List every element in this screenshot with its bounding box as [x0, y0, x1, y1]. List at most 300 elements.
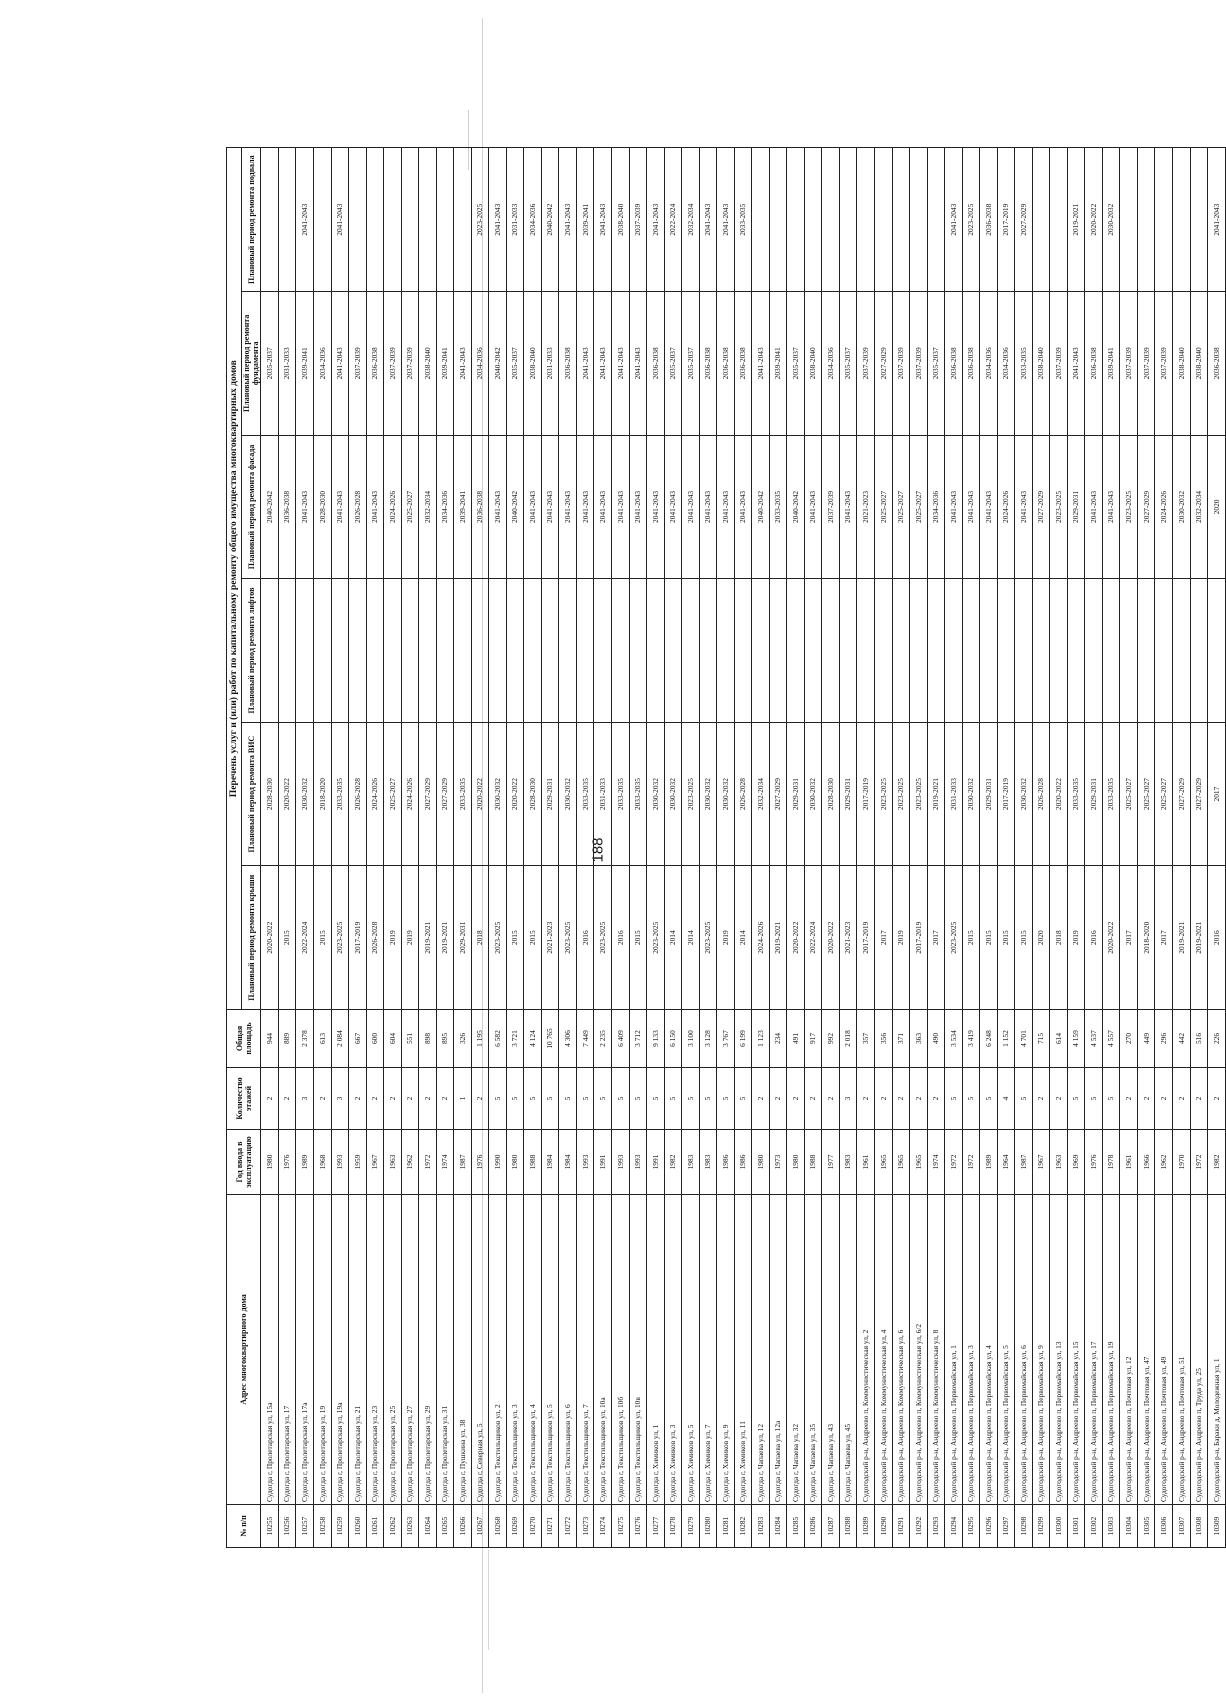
cell-roof: 2017 [927, 866, 945, 1010]
table-row [1120, 148, 1138, 1548]
cell-lift [384, 579, 402, 723]
cell-foundation: 2036-2038 [559, 292, 577, 436]
cell-num: 10295 [962, 1505, 980, 1548]
cell-address: Судогда г, Химиков ул, 3 [664, 1195, 682, 1505]
cell-vis: 2032-2034 [752, 722, 770, 866]
cell-floors: 5 [734, 1068, 752, 1130]
cell-lift [822, 579, 840, 723]
cell-year: 1983 [839, 1130, 857, 1195]
cell-area: 4 124 [524, 1010, 542, 1068]
cell-address: Судогда г, Текстильщиков ул, 7 [576, 1195, 594, 1505]
cell-vis: 2023-2025 [910, 722, 928, 866]
cell-lift [1155, 579, 1173, 723]
cell-roof: 2015 [278, 866, 296, 1010]
cell-facade: 2041-2043 [559, 435, 577, 579]
cell-address: Судогодский р-н, Андреево п, Первомайская ул, 15 [1067, 1195, 1085, 1505]
cell-year: 1962 [1155, 1130, 1173, 1195]
cell-floors: 5 [594, 1068, 612, 1130]
cell-roof: 2019 [892, 866, 910, 1010]
cell-num: 10259 [331, 1505, 349, 1548]
cell-lift [682, 579, 700, 723]
cell-address: Судогда г, Пролетарская ул, 27 [401, 1195, 419, 1505]
cell-basement [752, 148, 770, 292]
cell-num: 10255 [261, 1505, 279, 1548]
cell-vis: 2018-2020 [313, 722, 331, 866]
cell-num: 10288 [839, 1505, 857, 1548]
cell-floors: 2 [1155, 1068, 1173, 1130]
table-row [278, 148, 296, 1548]
cell-area: 2 084 [331, 1010, 349, 1068]
cell-vis: 2030-2032 [699, 722, 717, 866]
cell-lift [506, 579, 524, 723]
cell-foundation: 2036-2038 [1085, 292, 1103, 436]
cell-vis: 2027-2029 [1190, 722, 1208, 866]
cell-facade: 2023-2025 [1050, 435, 1068, 579]
cell-area: 356 [874, 1010, 892, 1068]
cell-num: 10285 [787, 1505, 805, 1548]
cell-facade: 2025-2027 [910, 435, 928, 579]
header-foundation: Плановый период ремонта фундамента [242, 292, 261, 436]
cell-address: Судогодский р-н, Андреево п, Почтовая ул, 47 [1137, 1195, 1155, 1505]
cell-vis: 2033-2035 [629, 722, 647, 866]
cell-basement: 2023-2025 [962, 148, 980, 292]
cell-num: 10279 [682, 1505, 700, 1548]
cell-year: 1988 [804, 1130, 822, 1195]
cell-area: 9 133 [647, 1010, 665, 1068]
cell-facade: 2040-2042 [752, 435, 770, 579]
cell-num: 10296 [980, 1505, 998, 1548]
cell-lift [962, 579, 980, 723]
cell-foundation: 2035-2037 [787, 292, 805, 436]
table-row [892, 148, 910, 1548]
cell-year: 1984 [559, 1130, 577, 1195]
cell-address: Судогодский р-н, Андреево п, Коммунистическая ул, 4 [874, 1195, 892, 1505]
cell-num: 10301 [1067, 1505, 1085, 1548]
table-row [559, 148, 577, 1548]
cell-roof: 2017 [874, 866, 892, 1010]
cell-foundation: 2034-2036 [471, 292, 489, 436]
cell-vis: 2025-2027 [1137, 722, 1155, 866]
cell-area: 715 [1032, 1010, 1050, 1068]
cell-address: Судогодский р-н, Андреево п, Первомайская ул, 4 [980, 1195, 998, 1505]
cell-address: Судогодский р-н, Андреево п, Коммунистическая ул, 8 [927, 1195, 945, 1505]
cell-basement [857, 148, 875, 292]
cell-foundation: 2038-2040 [1032, 292, 1050, 436]
cell-year: 1993 [576, 1130, 594, 1195]
table-row [664, 148, 682, 1548]
cell-foundation: 2037-2039 [892, 292, 910, 436]
cell-facade: 2041-2043 [1015, 435, 1033, 579]
cell-year: 1974 [436, 1130, 454, 1195]
cell-roof: 2029-2031 [454, 866, 472, 1010]
cell-area: 895 [436, 1010, 454, 1068]
cell-floors: 5 [1015, 1068, 1033, 1130]
cell-basement: 2041-2043 [717, 148, 735, 292]
cell-roof: 2023-2025 [331, 866, 349, 1010]
cell-vis: 2030-2032 [804, 722, 822, 866]
cell-facade: 2041-2043 [629, 435, 647, 579]
cell-basement: 2032-2034 [682, 148, 700, 292]
cell-vis: 2027-2029 [769, 722, 787, 866]
cell-address: Судогодский р-н, Андреево п, Первомайская ул, 13 [1050, 1195, 1068, 1505]
cell-num: 10306 [1155, 1505, 1173, 1548]
cell-foundation: 2039-2041 [296, 292, 314, 436]
cell-basement: 2041-2043 [594, 148, 612, 292]
cell-basement [313, 148, 331, 292]
table-row [629, 148, 647, 1548]
cell-floors: 5 [945, 1068, 963, 1130]
cell-lift [857, 579, 875, 723]
cell-roof: 2023-2025 [647, 866, 665, 1010]
cell-facade: 2036-2038 [471, 435, 489, 579]
cell-vis: 2027-2029 [436, 722, 454, 866]
cell-address: Судогодский р-н, Андреево п, Первомайская ул, 6 [1015, 1195, 1033, 1505]
cell-roof: 2019-2021 [1190, 866, 1208, 1010]
cell-lift [927, 579, 945, 723]
table-row [787, 148, 805, 1548]
cell-num: 10264 [419, 1505, 437, 1548]
cell-lift [594, 579, 612, 723]
cell-facade: 2023-2025 [1120, 435, 1138, 579]
table-row [541, 148, 559, 1548]
cell-lift [717, 579, 735, 723]
cell-address: Судогда г, Химиков ул, 5 [682, 1195, 700, 1505]
cell-roof: 2015 [629, 866, 647, 1010]
cell-year: 1983 [699, 1130, 717, 1195]
cell-address: Судогодский р-н, Андреево п, Почтовая ул, 49 [1155, 1195, 1173, 1505]
cell-num: 10298 [1015, 1505, 1033, 1548]
table-row [489, 148, 507, 1548]
cell-vis: 2029-2031 [541, 722, 559, 866]
cell-num: 10281 [717, 1505, 735, 1548]
cell-roof: 2020-2022 [1102, 866, 1120, 1010]
cell-basement [822, 148, 840, 292]
cell-area: 296 [1155, 1010, 1173, 1068]
cell-floors: 2 [278, 1068, 296, 1130]
cell-vis: 2026-2028 [1032, 722, 1050, 866]
cell-vis: 2025-2027 [1120, 722, 1138, 866]
cell-area: 3 534 [945, 1010, 963, 1068]
cell-foundation: 2041-2043 [629, 292, 647, 436]
cell-lift [471, 579, 489, 723]
cell-facade: 2041-2043 [296, 435, 314, 579]
cell-num: 10294 [945, 1505, 963, 1548]
cell-address: Судогда г, Чапаева ул, 12а [769, 1195, 787, 1505]
cell-address: Судогда г, Текстильщиков ул, 3 [506, 1195, 524, 1505]
table-row [436, 148, 454, 1548]
cell-vis: 2030-2032 [489, 722, 507, 866]
cell-year: 1970 [1173, 1130, 1191, 1195]
cell-year: 1966 [1137, 1130, 1155, 1195]
cell-area: 3 712 [629, 1010, 647, 1068]
cell-floors: 5 [1085, 1068, 1103, 1130]
cell-address: Судогодский р-н, Андреево п, Первомайская ул, 9 [1032, 1195, 1050, 1505]
table-row [612, 148, 630, 1548]
cell-floors: 5 [1067, 1068, 1085, 1130]
cell-area: 1 152 [997, 1010, 1015, 1068]
cell-roof: 2019-2021 [419, 866, 437, 1010]
cell-num: 10297 [997, 1505, 1015, 1548]
cell-roof: 2015 [313, 866, 331, 1010]
cell-floors: 2 [1137, 1068, 1155, 1130]
cell-basement [1173, 148, 1191, 292]
cell-facade: 2041-2043 [962, 435, 980, 579]
cell-lift [349, 579, 367, 723]
cell-address: Судогда г, Пролетарская ул, 19 [313, 1195, 331, 1505]
cell-floors: 2 [436, 1068, 454, 1130]
table-row [296, 148, 314, 1548]
cell-address: Судогда г, Текстильщиков ул, 4 [524, 1195, 542, 1505]
cell-basement [927, 148, 945, 292]
cell-vis: 2023-2025 [874, 722, 892, 866]
cell-foundation: 2037-2039 [384, 292, 402, 436]
cell-year: 1980 [506, 1130, 524, 1195]
cell-address: Судогда г, Химиков ул, 1 [647, 1195, 665, 1505]
cell-vis: 2029-2031 [787, 722, 805, 866]
table-row [769, 148, 787, 1548]
cell-address: Судогодский р-н, Андреево п, Почтовая ул, 12 [1120, 1195, 1138, 1505]
cell-vis: 2033-2035 [612, 722, 630, 866]
cell-area: 371 [892, 1010, 910, 1068]
cell-roof: 2026-2028 [366, 866, 384, 1010]
cell-floors: 5 [559, 1068, 577, 1130]
cell-foundation: 2036-2038 [945, 292, 963, 436]
cell-foundation: 2041-2043 [331, 292, 349, 436]
header-basement: Плановый период ремонта подвала [242, 148, 261, 292]
cell-year: 1961 [857, 1130, 875, 1195]
cell-floors: 2 [349, 1068, 367, 1130]
cell-address: Судогодский р-н, Бараки д, Молодежная ул, 1 [1208, 1195, 1226, 1505]
page-number: 188 [589, 837, 607, 863]
cell-num: 10278 [664, 1505, 682, 1548]
cell-num: 10266 [454, 1505, 472, 1548]
cell-vis: 2030-2032 [296, 722, 314, 866]
cell-vis: 2019-2021 [927, 722, 945, 866]
header-num: № п/п [227, 1505, 261, 1548]
cell-facade: 2030-2032 [1173, 435, 1191, 579]
cell-roof: 2024-2026 [752, 866, 770, 1010]
cell-area: 3 767 [717, 1010, 735, 1068]
cell-floors: 2 [1120, 1068, 1138, 1130]
cell-num: 10260 [349, 1505, 367, 1548]
cell-num: 10273 [576, 1505, 594, 1548]
cell-year: 1991 [647, 1130, 665, 1195]
cell-year: 1986 [734, 1130, 752, 1195]
cell-facade: 2025-2027 [874, 435, 892, 579]
header-address: Адрес многоквартирного дома [227, 1195, 261, 1505]
cell-basement: 2040-2042 [541, 148, 559, 292]
cell-roof: 2015 [1015, 866, 1033, 1010]
cell-facade: 2041-2043 [366, 435, 384, 579]
cell-foundation: 2037-2039 [1137, 292, 1155, 436]
cell-basement: 2020-2022 [1085, 148, 1103, 292]
cell-roof: 2014 [734, 866, 752, 1010]
header-area: Общая площадь [227, 1010, 261, 1068]
cell-area: 7 449 [576, 1010, 594, 1068]
table-row [945, 148, 963, 1548]
cell-num: 10272 [559, 1505, 577, 1548]
cell-facade: 2037-2039 [822, 435, 840, 579]
cell-floors: 5 [489, 1068, 507, 1130]
cell-area: 1 123 [752, 1010, 770, 1068]
cell-year: 1974 [927, 1130, 945, 1195]
cell-roof: 2016 [576, 866, 594, 1010]
cell-address: Судогодский р-н, Андреево п, Почтовая ул, 51 [1173, 1195, 1191, 1505]
cell-vis: 2030-2032 [1015, 722, 1033, 866]
cell-area: 6 582 [489, 1010, 507, 1068]
cell-floors: 2 [752, 1068, 770, 1130]
cell-num: 10299 [1032, 1505, 1050, 1548]
cell-facade: 2039-2041 [454, 435, 472, 579]
cell-roof: 2017 [1120, 866, 1138, 1010]
cell-facade: 2024-2026 [1155, 435, 1173, 579]
cell-area: 4 557 [1102, 1010, 1120, 1068]
cell-vis: 2026-2028 [734, 722, 752, 866]
cell-num: 10256 [278, 1505, 296, 1548]
cell-area: 614 [1050, 1010, 1068, 1068]
cell-area: 2 235 [594, 1010, 612, 1068]
cell-basement: 2030-2032 [1102, 148, 1120, 292]
cell-vis: 2020-2022 [1050, 722, 1068, 866]
cell-foundation: 2039-2041 [436, 292, 454, 436]
cell-address: Судогодский р-н, Андреево п, Первомайская ул, 1 [945, 1195, 963, 1505]
cell-foundation: 2035-2037 [927, 292, 945, 436]
cell-area: 992 [822, 1010, 840, 1068]
cell-floors: 5 [699, 1068, 717, 1130]
cell-foundation: 2037-2039 [1120, 292, 1138, 436]
cell-foundation: 2037-2039 [1050, 292, 1068, 436]
cell-basement: 2041-2043 [945, 148, 963, 292]
cell-facade: 2024-2026 [384, 435, 402, 579]
cell-num: 10276 [629, 1505, 647, 1548]
cell-area: 234 [769, 1010, 787, 1068]
cell-foundation: 2031-2033 [541, 292, 559, 436]
cell-lift [296, 579, 314, 723]
cell-basement: 2027-2029 [1015, 148, 1033, 292]
cell-facade: 2040-2042 [787, 435, 805, 579]
cell-foundation: 2034-2036 [997, 292, 1015, 436]
cell-facade: 2041-2043 [612, 435, 630, 579]
cell-foundation: 2041-2043 [612, 292, 630, 436]
cell-floors: 5 [612, 1068, 630, 1130]
cell-vis: 2033-2035 [576, 722, 594, 866]
cell-year: 1989 [296, 1130, 314, 1195]
cell-floors: 2 [910, 1068, 928, 1130]
cell-area: 4 306 [559, 1010, 577, 1068]
cell-roof: 2016 [1208, 866, 1226, 1010]
table-row [1015, 148, 1033, 1548]
cell-basement: 2041-2043 [559, 148, 577, 292]
cell-year: 1976 [278, 1130, 296, 1195]
cell-basement: 2036-2038 [980, 148, 998, 292]
cell-facade: 2041-2043 [524, 435, 542, 579]
header-year: Год ввода в эксплуатацию [227, 1130, 261, 1195]
cell-vis: 2024-2026 [401, 722, 419, 866]
cell-foundation: 2033-2035 [1015, 292, 1033, 436]
cell-facade: 2021-2023 [857, 435, 875, 579]
cell-roof: 2021-2023 [839, 866, 857, 1010]
cell-basement: 2034-2036 [524, 148, 542, 292]
cell-facade: 2027-2029 [1137, 435, 1155, 579]
cell-vis: 2023-2025 [892, 722, 910, 866]
cell-vis: 2017-2019 [857, 722, 875, 866]
cell-num: 10263 [401, 1505, 419, 1548]
table-row [594, 148, 612, 1548]
cell-facade: 2041-2043 [647, 435, 665, 579]
cell-floors: 5 [980, 1068, 998, 1130]
cell-vis: 2025-2027 [1155, 722, 1173, 866]
cell-roof: 2020 [1032, 866, 1050, 1010]
cell-floors: 2 [401, 1068, 419, 1130]
cell-foundation: 2035-2037 [839, 292, 857, 436]
cell-roof: 2016 [1085, 866, 1103, 1010]
cell-num: 10261 [366, 1505, 384, 1548]
cell-lift [419, 579, 437, 723]
cell-facade: 2029-2031 [1067, 435, 1085, 579]
cell-basement [874, 148, 892, 292]
cell-roof: 2015 [997, 866, 1015, 1010]
cell-vis: 2028-2030 [524, 722, 542, 866]
cell-address: Судогда г, Чапаева ул, 43 [822, 1195, 840, 1505]
cell-num: 10305 [1137, 1505, 1155, 1548]
cell-floors: 3 [296, 1068, 314, 1130]
cell-vis: 2023-2025 [682, 722, 700, 866]
cell-address: Судогда г, Химиков ул, 11 [734, 1195, 752, 1505]
table-row [401, 148, 419, 1548]
cell-basement: 2031-2033 [506, 148, 524, 292]
cell-area: 1 195 [471, 1010, 489, 1068]
table-row [1032, 148, 1050, 1548]
table-row [261, 148, 279, 1548]
cell-facade: 2020 [1208, 435, 1226, 579]
table-row [506, 148, 524, 1548]
cell-num: 10290 [874, 1505, 892, 1548]
cell-vis: 2017-2019 [997, 722, 1015, 866]
cell-roof: 2018 [471, 866, 489, 1010]
cell-floors: 2 [874, 1068, 892, 1130]
cell-facade: 2026-2028 [349, 435, 367, 579]
cell-year: 1972 [962, 1130, 980, 1195]
cell-roof: 2022-2024 [296, 866, 314, 1010]
cell-floors: 2 [1032, 1068, 1050, 1130]
cell-roof: 2023-2025 [489, 866, 507, 1010]
cell-roof: 2023-2025 [559, 866, 577, 1010]
cell-basement [366, 148, 384, 292]
cell-floors: 2 [471, 1068, 489, 1130]
cell-address: Судогодский р-н, Андреево п, Коммунистическая ул, 6/2 [910, 1195, 928, 1505]
cell-floors: 2 [822, 1068, 840, 1130]
cell-roof: 2017-2019 [349, 866, 367, 1010]
cell-year: 1989 [980, 1130, 998, 1195]
cell-lift [1067, 579, 1085, 723]
cell-year: 1965 [910, 1130, 928, 1195]
cell-area: 3 419 [962, 1010, 980, 1068]
cell-floors: 2 [1050, 1068, 1068, 1130]
cell-area: 326 [454, 1010, 472, 1068]
cell-roof: 2023-2025 [945, 866, 963, 1010]
cell-area: 889 [278, 1010, 296, 1068]
cell-roof: 2019 [401, 866, 419, 1010]
cell-address: Судогодский р-н, Андреево п, Труда ул, 25 [1190, 1195, 1208, 1505]
cell-facade: 2041-2043 [945, 435, 963, 579]
cell-floors: 2 [313, 1068, 331, 1130]
cell-foundation: 2038-2040 [419, 292, 437, 436]
cell-year: 1969 [1067, 1130, 1085, 1195]
cell-floors: 2 [927, 1068, 945, 1130]
table-row [419, 148, 437, 1548]
cell-year: 1962 [401, 1130, 419, 1195]
cell-basement: 2037-2039 [629, 148, 647, 292]
